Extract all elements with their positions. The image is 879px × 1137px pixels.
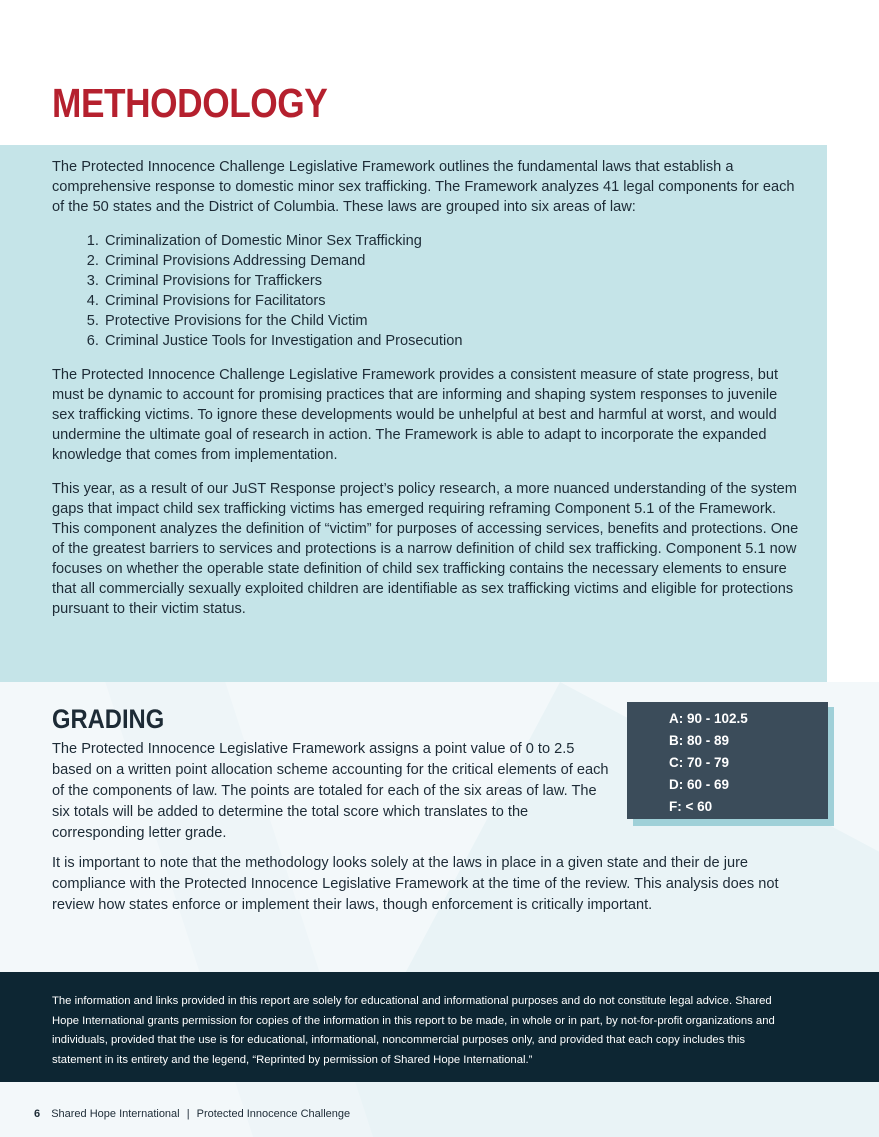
grading-paragraph: The Protected Innocence Legislative Framework assigns a point value of 0 to 2.5 based on a written point allocation scheme accounting for the critical elements of each of the components of law. The points are totaled for each of the six areas of law. The six totals will be added to determine the total score which translates to the corresponding letter grade. (52, 741, 609, 841)
grade-scale-box (627, 702, 828, 819)
grade-scale-row: D: 60 - 69 (669, 777, 730, 792)
list-item: 2. Criminal Provisions Addressing Demand (103, 251, 802, 271)
page-footer (34, 1108, 350, 1120)
grade-scale-row: F: < 60 (669, 799, 713, 814)
grade-scale-row: A: 90 - 102.5 (669, 711, 748, 726)
methodology-paragraph: This year, as a result of our JuST Response project’s policy research, a more nuanced understanding of the system gaps that impact child sex trafficking victims has emerged requiring reframing Component 5.1 of the Framework. This component analyzes the definition of “victim” for purposes of accessing services, benefits and protections. One of the greatest barriers to services and protections is a narrow definition of child sex trafficking. Component 5.1 now focuses on whether the operable state definition of child sex trafficking contains the necessary elements to ensure that all commercially sexually exploited children are identifiable as sex trafficking victims and eligible for protections pursuant to their victim status. (52, 481, 799, 617)
list-item: 1. Criminalization of Domestic Minor Sex Trafficking (103, 231, 802, 251)
areas-of-law-list (52, 231, 802, 351)
footer-separator: | (186, 1108, 190, 1120)
list-item: 6. Criminal Justice Tools for Investigation and Prosecution (103, 331, 802, 351)
legal-notice-text: The information and links provided in this report are solely for educational and informational purposes and do not constitute legal advice. Shared Hope International grants permission for copies of the information in this report to be made, in whole or in part, by not-for-profit organizations and individuals, provided that the use is for educational, informational, noncommercial purposes only, and provided that each copy includes this statement in its entirety and the legend, “Reprinted by permission of Shared Hope International.” (52, 995, 775, 1066)
footer-publication: Protected Innocence Challenge (196, 1108, 351, 1120)
methodology-paragraph: The Protected Innocence Challenge Legislative Framework provides a consistent measure of state progress, but must be dynamic to account for promising practices that are informing and shaping system responses to juvenile sex trafficking victims. To ignore these developments would be unhelpful at best and harmful at worst, and would undermine the ultimate goal of research in action. The Framework is able to adapt to incorporate the expanded knowledge that comes from implementation. (52, 367, 779, 463)
footer-organization: Shared Hope International (51, 1108, 180, 1120)
grade-scale-row: C: 70 - 79 (669, 755, 730, 770)
list-item: 5. Protective Provisions for the Child Victim (103, 311, 802, 331)
grading-paragraph: It is important to note that the methodology looks solely at the laws in place in a given state and their de jure compliance with the Protected Innocence Legislative Framework at the time of the review. This analysis does not review how states enforce or implement their laws, though enforcement is critically important. (52, 855, 779, 913)
grade-scale-row: B: 80 - 89 (669, 733, 730, 748)
list-item: 3. Criminal Provisions for Traffickers (103, 271, 802, 291)
methodology-panel (0, 145, 827, 682)
page-number: 6 (34, 1108, 41, 1120)
legal-notice-band (0, 972, 879, 1082)
methodology-intro: The Protected Innocence Challenge Legislative Framework outlines the fundamental laws that establish a comprehensive response to domestic minor sex trafficking. The Framework analyzes 41 legal components for each of the 50 states and the District of Columbia. These laws are grouped into six areas of law: (52, 159, 795, 215)
list-item: 4. Criminal Provisions for Facilitators (103, 291, 802, 311)
grading-heading: GRADING (52, 704, 165, 734)
methodology-heading: METHODOLOGY (52, 80, 328, 126)
